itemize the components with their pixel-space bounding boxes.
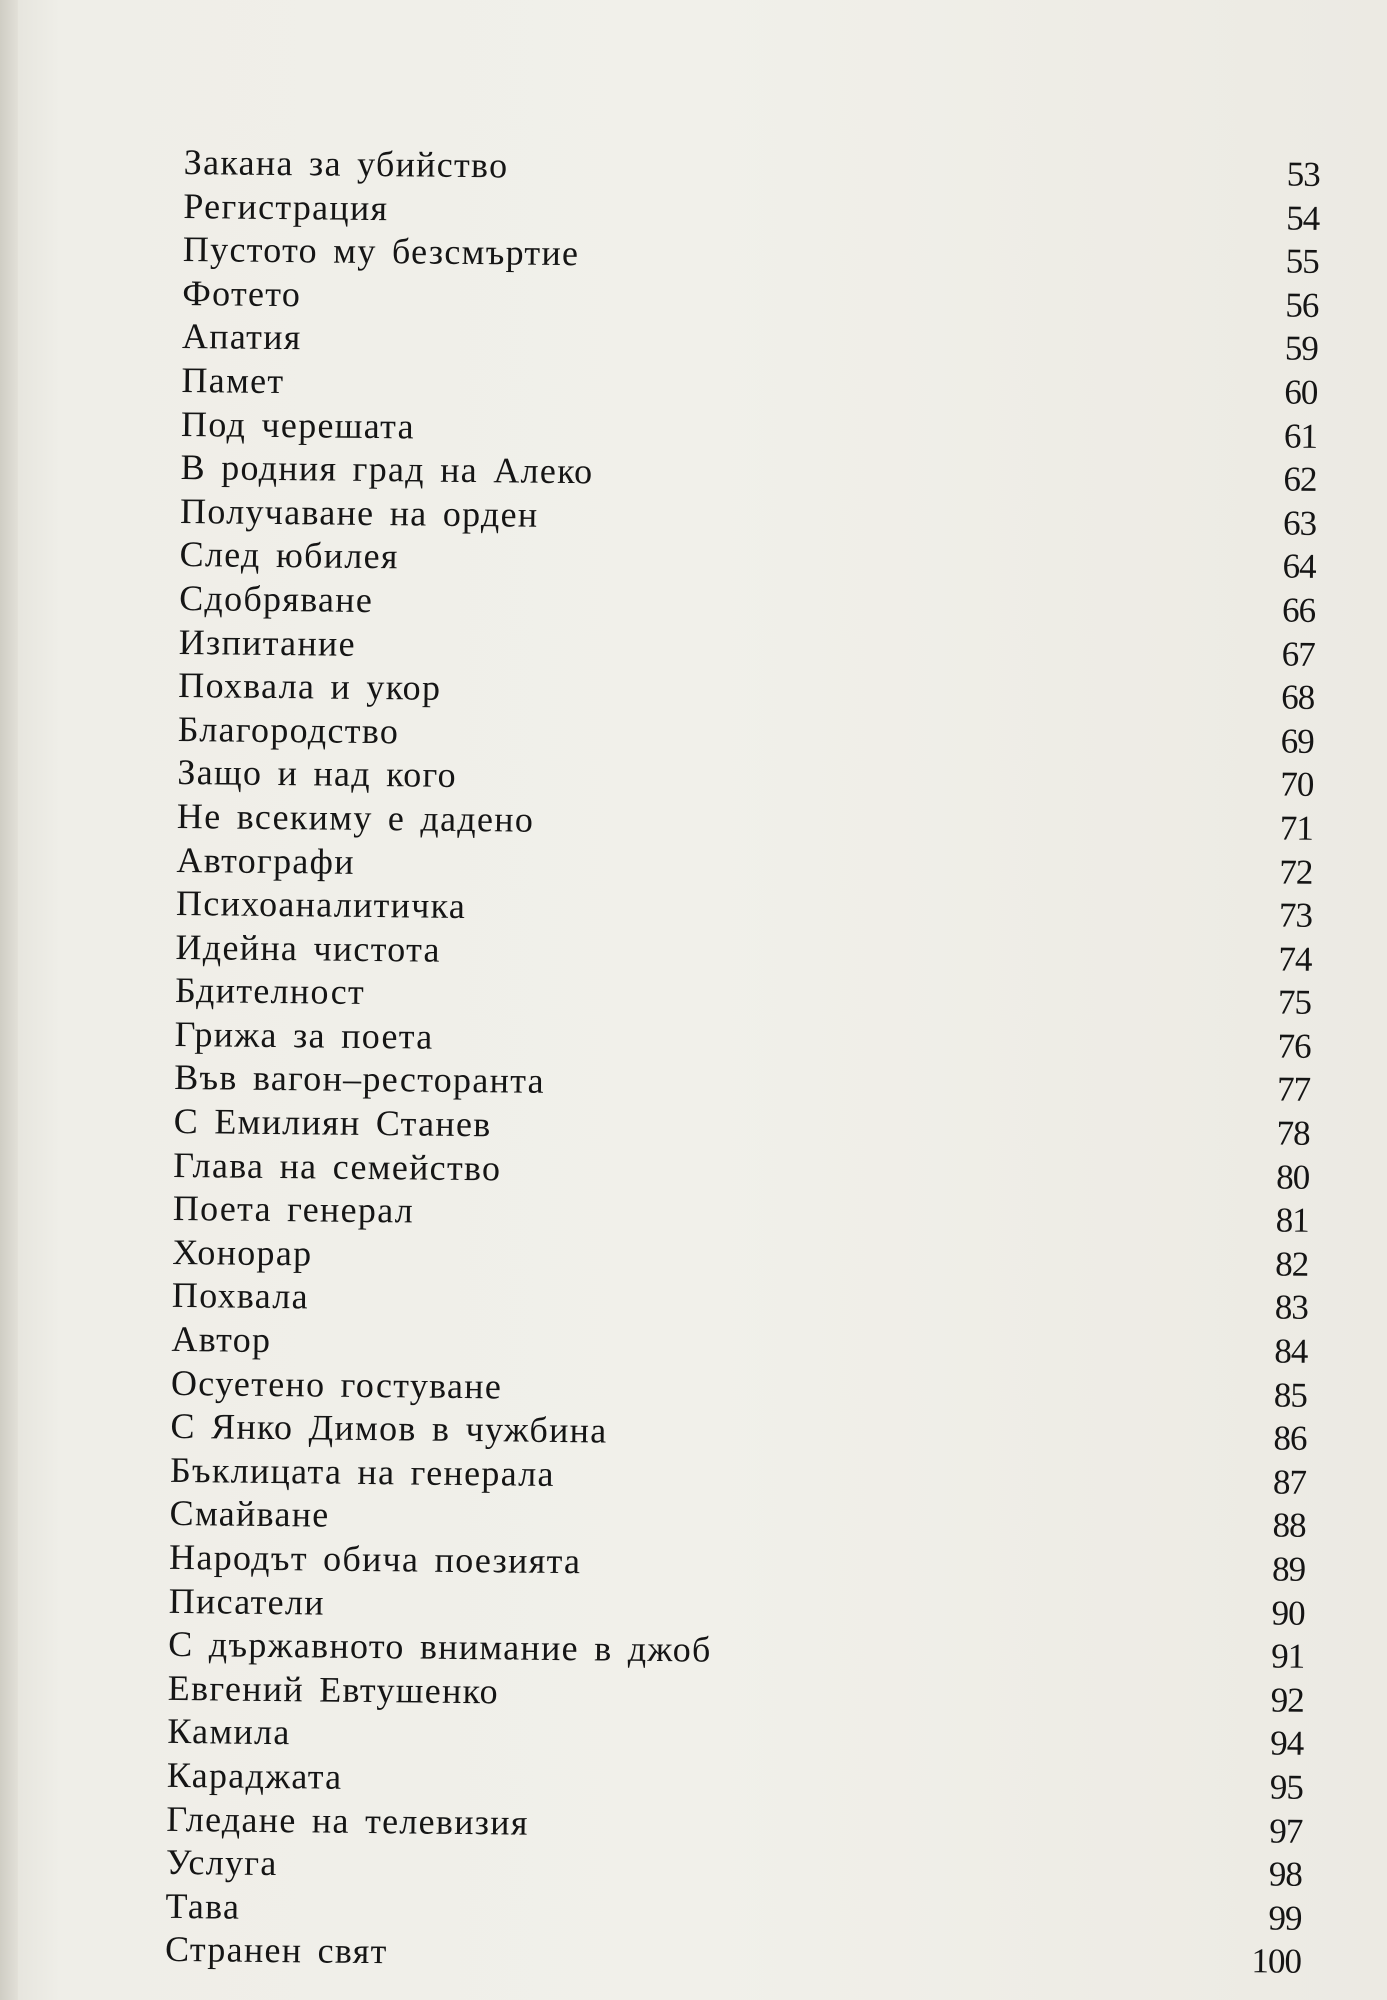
entry-title: Получаване на орден [179, 490, 539, 535]
entry-page-number: 84 [1274, 1331, 1308, 1371]
table-of-contents [165, 141, 1320, 1984]
entry-page-number: 88 [1272, 1505, 1306, 1546]
entry-page-number: 56 [1285, 285, 1319, 325]
entry-page-number: 100 [1251, 1941, 1302, 1982]
entry-page-number: 81 [1275, 1200, 1309, 1241]
entry-page-number: 85 [1273, 1375, 1308, 1415]
entry-page-number: 89 [1271, 1549, 1306, 1589]
entry-page-number: 91 [1270, 1636, 1305, 1676]
entry-page-number: 72 [1279, 852, 1313, 892]
entry-title: Памет [181, 359, 285, 402]
entry-title: В родния град на Алеко [180, 447, 594, 492]
entry-title: Под черешата [180, 403, 416, 446]
entry-page-number: 70 [1280, 764, 1314, 805]
entry-title: Не всекиму е дадено [176, 795, 535, 840]
entry-page-number: 53 [1286, 154, 1320, 194]
entry-page-number: 63 [1282, 503, 1317, 543]
entry-page-number: 68 [1281, 677, 1315, 717]
entry-title: С държавното внимание в джоб [168, 1624, 712, 1670]
entry-title: Писатели [168, 1580, 325, 1623]
entry-title: Психоаналитичка [175, 883, 467, 927]
entry-title: Идейна чистота [175, 926, 442, 970]
entry-title: Глава на семейство [173, 1144, 502, 1189]
entry-title: Караджата [166, 1754, 343, 1797]
entry-page-number: 71 [1279, 808, 1314, 848]
entry-title: Гледане на телевизия [166, 1798, 529, 1843]
entry-page-number: 74 [1278, 939, 1312, 979]
entry-page-number: 55 [1285, 241, 1320, 282]
entry-title: С Янко Димов в чужбина [170, 1406, 608, 1451]
entry-title: Бдителност [174, 970, 366, 1013]
entry-page-number: 95 [1269, 1767, 1304, 1807]
entry-title: Евгений Евтушенко [167, 1667, 500, 1712]
entry-title: Странен свят [164, 1929, 388, 1972]
entry-page-number: 97 [1269, 1811, 1303, 1851]
entry-page-number: 87 [1272, 1462, 1307, 1502]
entry-page-number: 75 [1277, 982, 1312, 1023]
entry-page-number: 54 [1286, 198, 1320, 238]
entry-page-number: 64 [1282, 546, 1316, 587]
entry-title: Фотето [182, 272, 302, 315]
entry-title: Камила [167, 1711, 291, 1753]
entry-title: Закана за убийство [183, 141, 509, 186]
entry-page-number: 67 [1281, 634, 1315, 674]
entry-page-number: 73 [1278, 895, 1313, 935]
entry-page-number: 76 [1277, 1026, 1311, 1066]
entry-page-number: 98 [1268, 1854, 1303, 1894]
entry-title: Смайване [169, 1493, 330, 1536]
entry-page-number: 80 [1276, 1157, 1310, 1197]
entry-page-number: 83 [1274, 1287, 1309, 1328]
entry-title: Апатия [181, 316, 302, 358]
entry-page-number: 60 [1284, 372, 1318, 412]
entry-title: Бъклицата на генерала [169, 1449, 556, 1494]
entry-page-number: 99 [1268, 1898, 1302, 1938]
entry-page-number: 61 [1283, 416, 1318, 456]
entry-page-number: 62 [1283, 459, 1317, 500]
entry-title: Похвала [171, 1275, 310, 1317]
entry-title: Осуетено гостуване [170, 1362, 503, 1407]
entry-title: С Емилиян Станев [173, 1101, 492, 1145]
entry-title: Пустото му безсмъртие [182, 229, 580, 274]
entry-title: След юбилея [179, 534, 399, 577]
entry-title: Благородство [177, 708, 400, 752]
entry-page-number: 86 [1273, 1418, 1307, 1459]
entry-title: Грижа за поета [174, 1013, 434, 1057]
entry-page-number: 77 [1276, 1069, 1311, 1110]
entry-page-number: 69 [1280, 721, 1314, 761]
entry-title: Сдобряване [179, 577, 374, 620]
page-binding-edge [0, 0, 18, 2000]
entry-title: Поета генерал [172, 1188, 415, 1231]
entry-page-number: 59 [1284, 328, 1319, 369]
entry-title: Тава [165, 1885, 241, 1927]
entry-title: Услуга [165, 1842, 278, 1884]
entry-page-number: 78 [1276, 1113, 1310, 1153]
entry-title: Регистрация [183, 185, 389, 228]
entry-title: Автор [171, 1318, 272, 1361]
entry-title: Във вагон–ресторанта [173, 1057, 546, 1102]
entry-title: Хонорар [172, 1231, 313, 1274]
entry-title: Похвала и укор [178, 665, 442, 708]
entry-title: Защо и над кого [177, 752, 458, 796]
entry-title: Народът обича поезията [168, 1536, 582, 1582]
entry-page-number: 94 [1270, 1723, 1304, 1764]
entry-page-number: 66 [1281, 590, 1316, 630]
entry-page-number: 82 [1275, 1244, 1309, 1284]
entry-page-number: 92 [1270, 1680, 1304, 1720]
entry-page-number: 90 [1271, 1593, 1305, 1633]
entry-title: Автографи [176, 839, 356, 882]
entry-title: Изпитание [178, 621, 357, 664]
